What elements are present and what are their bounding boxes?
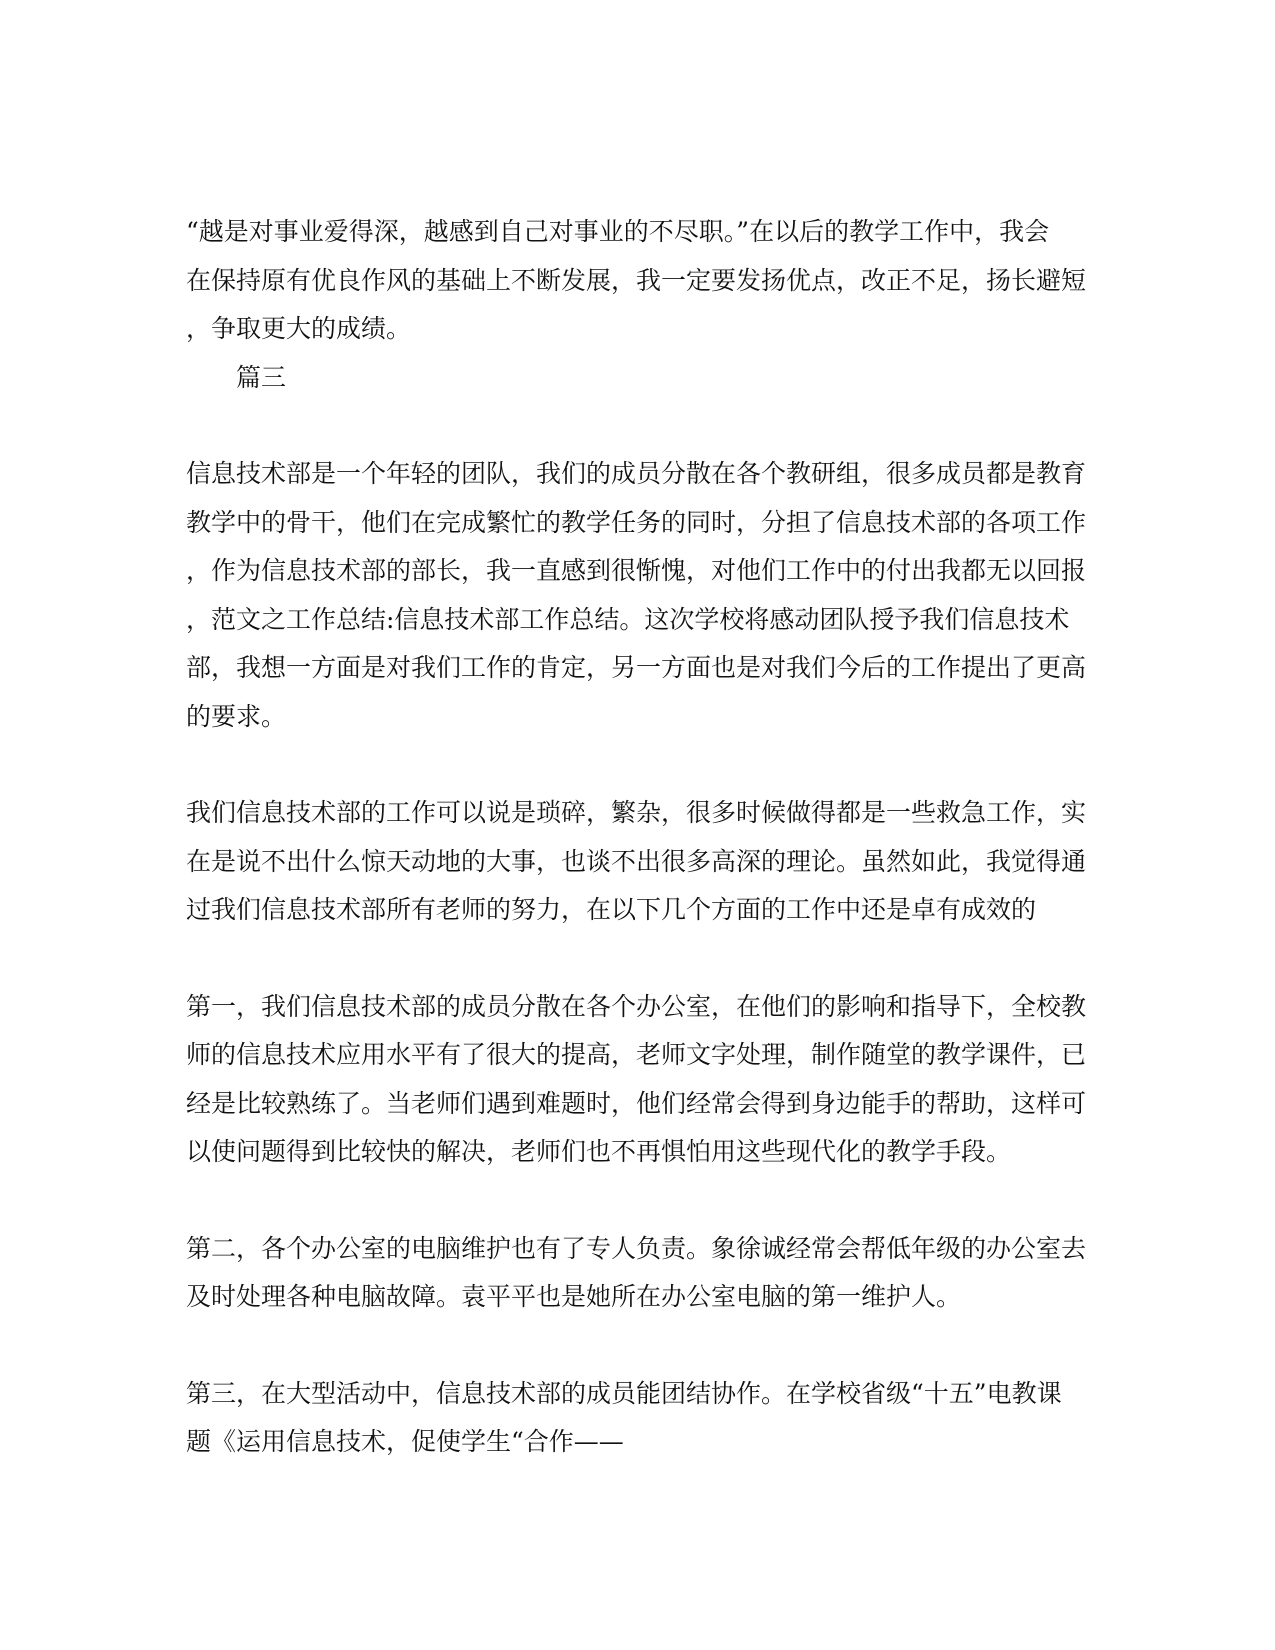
section-heading-part-three bbox=[186, 354, 1086, 403]
document-body bbox=[186, 208, 1086, 1467]
text-line: ，范文之工作总结:信息技术部工作总结。这次学校将感动团队授予我们信息技术 bbox=[186, 604, 1070, 634]
text-line: 教学中的骨干，他们在完成繁忙的教学任务的同时，分担了信息技术部的各项工作 bbox=[186, 507, 1087, 537]
text-line: 及时处理各种电脑故障。袁平平也是她所在办公室电脑的第一维护人。 bbox=[186, 1282, 962, 1311]
text-line: 第一，我们信息技术部的成员分散在各个办公室，在他们的影响和指导下，全校教 bbox=[186, 991, 1087, 1021]
text-line: 过我们信息技术部所有老师的努力，在以下几个方面的工作中还是卓有成效的 bbox=[186, 895, 1037, 924]
text-line: ，作为信息技术部的部长，我一直感到很惭愧，对他们工作中的付出我都无以回报 bbox=[186, 556, 1087, 585]
paragraph-work-nature bbox=[186, 789, 1086, 935]
paragraph-intro-end bbox=[186, 208, 1086, 354]
text-line: 题《运用信息技术，促使学生“合作—— bbox=[186, 1427, 624, 1456]
text-line: 以使问题得到比较快的解决，老师们也不再惧怕用这些现代化的教学手段。 bbox=[186, 1137, 1012, 1166]
text-line: 师的信息技术应用水平有了很大的提高，老师文字处理，制作随堂的教学课件，已 bbox=[186, 1040, 1087, 1069]
text-line: 部，我想一方面是对我们工作的肯定，另一方面也是对我们今后的工作提出了更高 bbox=[186, 653, 1087, 682]
paragraph-third bbox=[186, 1370, 1086, 1467]
paragraph-second bbox=[186, 1225, 1086, 1322]
text-line: ，争取更大的成绩。 bbox=[186, 314, 412, 343]
text-line: 在是说不出什么惊天动地的大事，也谈不出很多高深的理论。虽然如此，我觉得通 bbox=[186, 846, 1087, 876]
section-heading-text: 篇三 bbox=[236, 362, 287, 392]
text-line: 信息技术部是一个年轻的团队，我们的成员分散在各个教研组，很多成员都是教育 bbox=[186, 459, 1087, 488]
text-line: 经是比较熟练了。当老师们遇到难题时，他们经常会得到身边能手的帮助，这样可 bbox=[186, 1088, 1087, 1118]
text-line: 的要求。 bbox=[186, 701, 287, 731]
text-line: 我们信息技术部的工作可以说是琐碎，繁杂，很多时候做得都是一些救急工作，实 bbox=[186, 798, 1087, 827]
text-line: 第三，在大型活动中，信息技术部的成员能团结协作。在学校省级“十五”电教课 bbox=[186, 1378, 1062, 1408]
text-line: 在保持原有优良作风的基础上不断发展，我一定要发扬优点，改正不足，扬长避短 bbox=[186, 265, 1087, 295]
paragraph-first bbox=[186, 983, 1086, 1177]
text-line: 第二，各个办公室的电脑维护也有了专人负责。象徐诚经常会帮低年级的办公室去 bbox=[186, 1233, 1087, 1263]
paragraph-team-intro bbox=[186, 450, 1086, 741]
text-line: “越是对事业爱得深，越感到自己对事业的不尽职。”在以后的教学工作中，我会 bbox=[186, 217, 1050, 246]
